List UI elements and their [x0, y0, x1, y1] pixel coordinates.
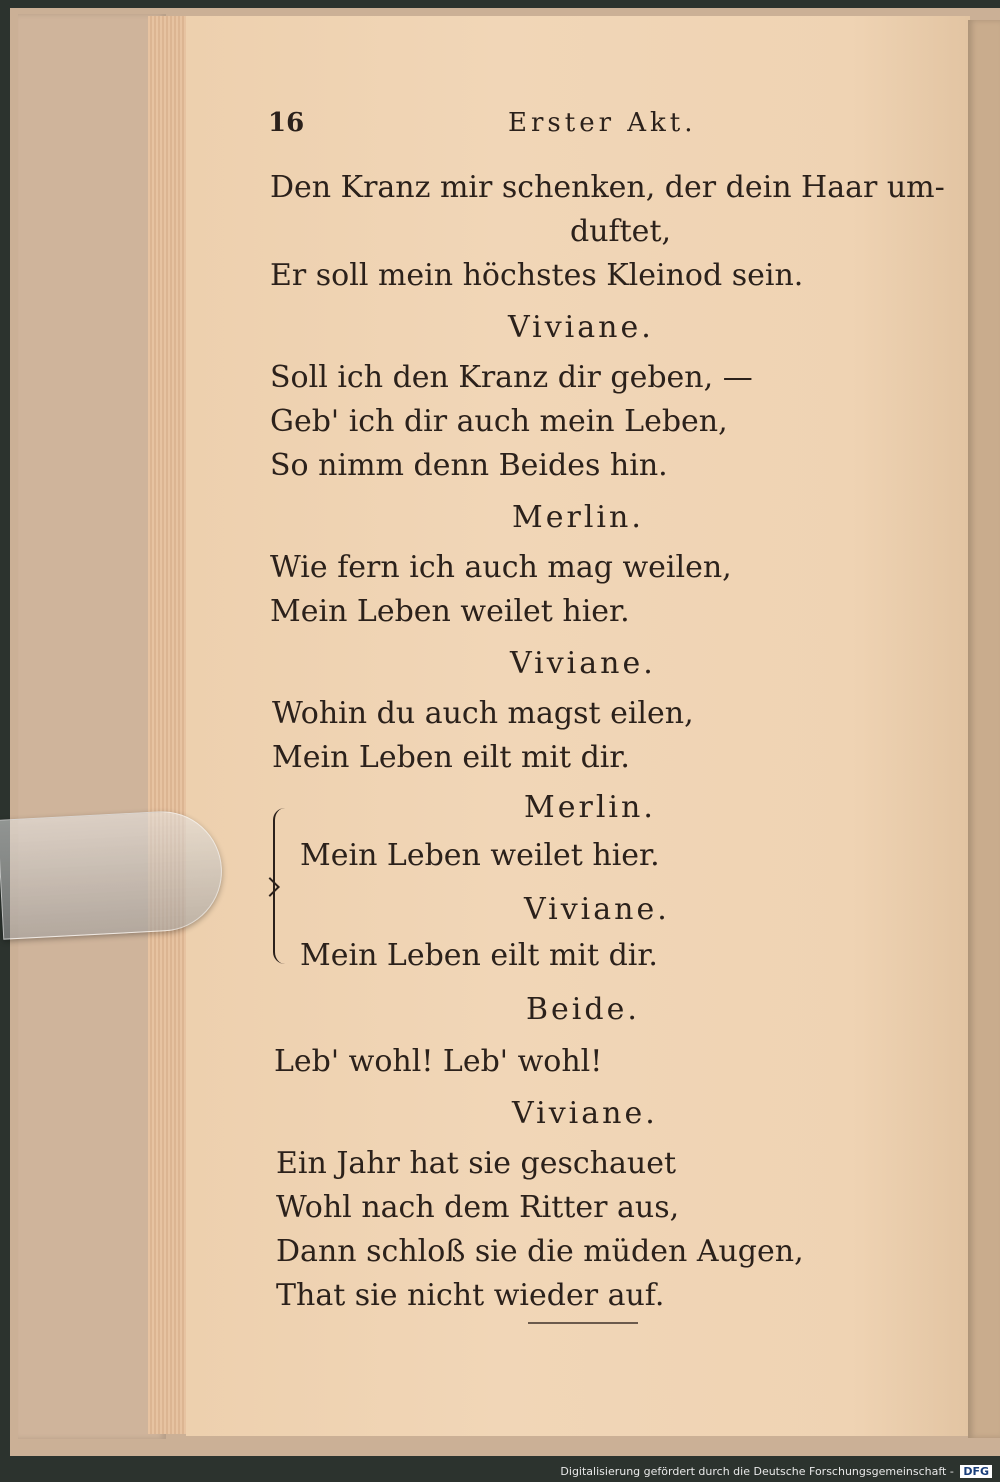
- speaker-name: Beide.: [526, 992, 640, 1027]
- opposite-page-edge: [968, 20, 1000, 1438]
- verse-line: Mein Leben weilet hier.: [300, 838, 660, 873]
- verse-line: Ein Jahr hat sie geschauet: [276, 1146, 677, 1181]
- speaker-name: Viviane.: [508, 310, 654, 345]
- verse-line: Wohl nach dem Ritter aus,: [276, 1190, 680, 1225]
- speaker-name: Viviane.: [524, 892, 670, 927]
- credit-text: Digitalisierung gefördert durch die Deutsche Forschungsgemeinschaft -: [560, 1465, 954, 1478]
- page-holder-clip: [0, 808, 225, 939]
- verse-line: That sie nicht wieder auf.: [276, 1278, 665, 1313]
- verse-line: Mein Leben eilt mit dir.: [300, 938, 658, 973]
- verse-line: So nimm denn Beides hin.: [270, 448, 668, 483]
- speaker-name: Viviane.: [512, 1096, 658, 1131]
- speaker-name: Viviane.: [510, 646, 656, 681]
- verse-line: duftet,: [570, 214, 672, 249]
- dfg-logo: DFG: [960, 1465, 992, 1478]
- page-stack-edge: [148, 16, 188, 1434]
- verse-line: Mein Leben weilet hier.: [270, 594, 630, 629]
- end-rule: [528, 1322, 638, 1324]
- page-number: 16: [268, 108, 305, 138]
- running-head: Erster Akt.: [508, 108, 697, 138]
- verse-line: Soll ich den Kranz dir geben, —: [270, 360, 753, 395]
- verse-line: Wie fern ich auch mag weilen,: [270, 550, 732, 585]
- speaker-name: Merlin.: [524, 790, 656, 825]
- verse-line: Wohin du auch magst eilen,: [272, 696, 694, 731]
- digitization-credit: [560, 1465, 992, 1478]
- verse-line: Geb' ich dir auch mein Leben,: [270, 404, 728, 439]
- book-cover-edge: [18, 14, 166, 1439]
- verse-line: Mein Leben eilt mit dir.: [272, 740, 630, 775]
- verse-line: Leb' wohl! Leb' wohl!: [274, 1044, 603, 1079]
- verse-line: Dann schloß sie die müden Augen,: [276, 1234, 804, 1269]
- verse-line: Er soll mein höchstes Kleinod sein.: [270, 258, 804, 293]
- speaker-name: Merlin.: [512, 500, 644, 535]
- verse-line: Den Kranz mir schenken, der dein Haar um-: [270, 170, 945, 205]
